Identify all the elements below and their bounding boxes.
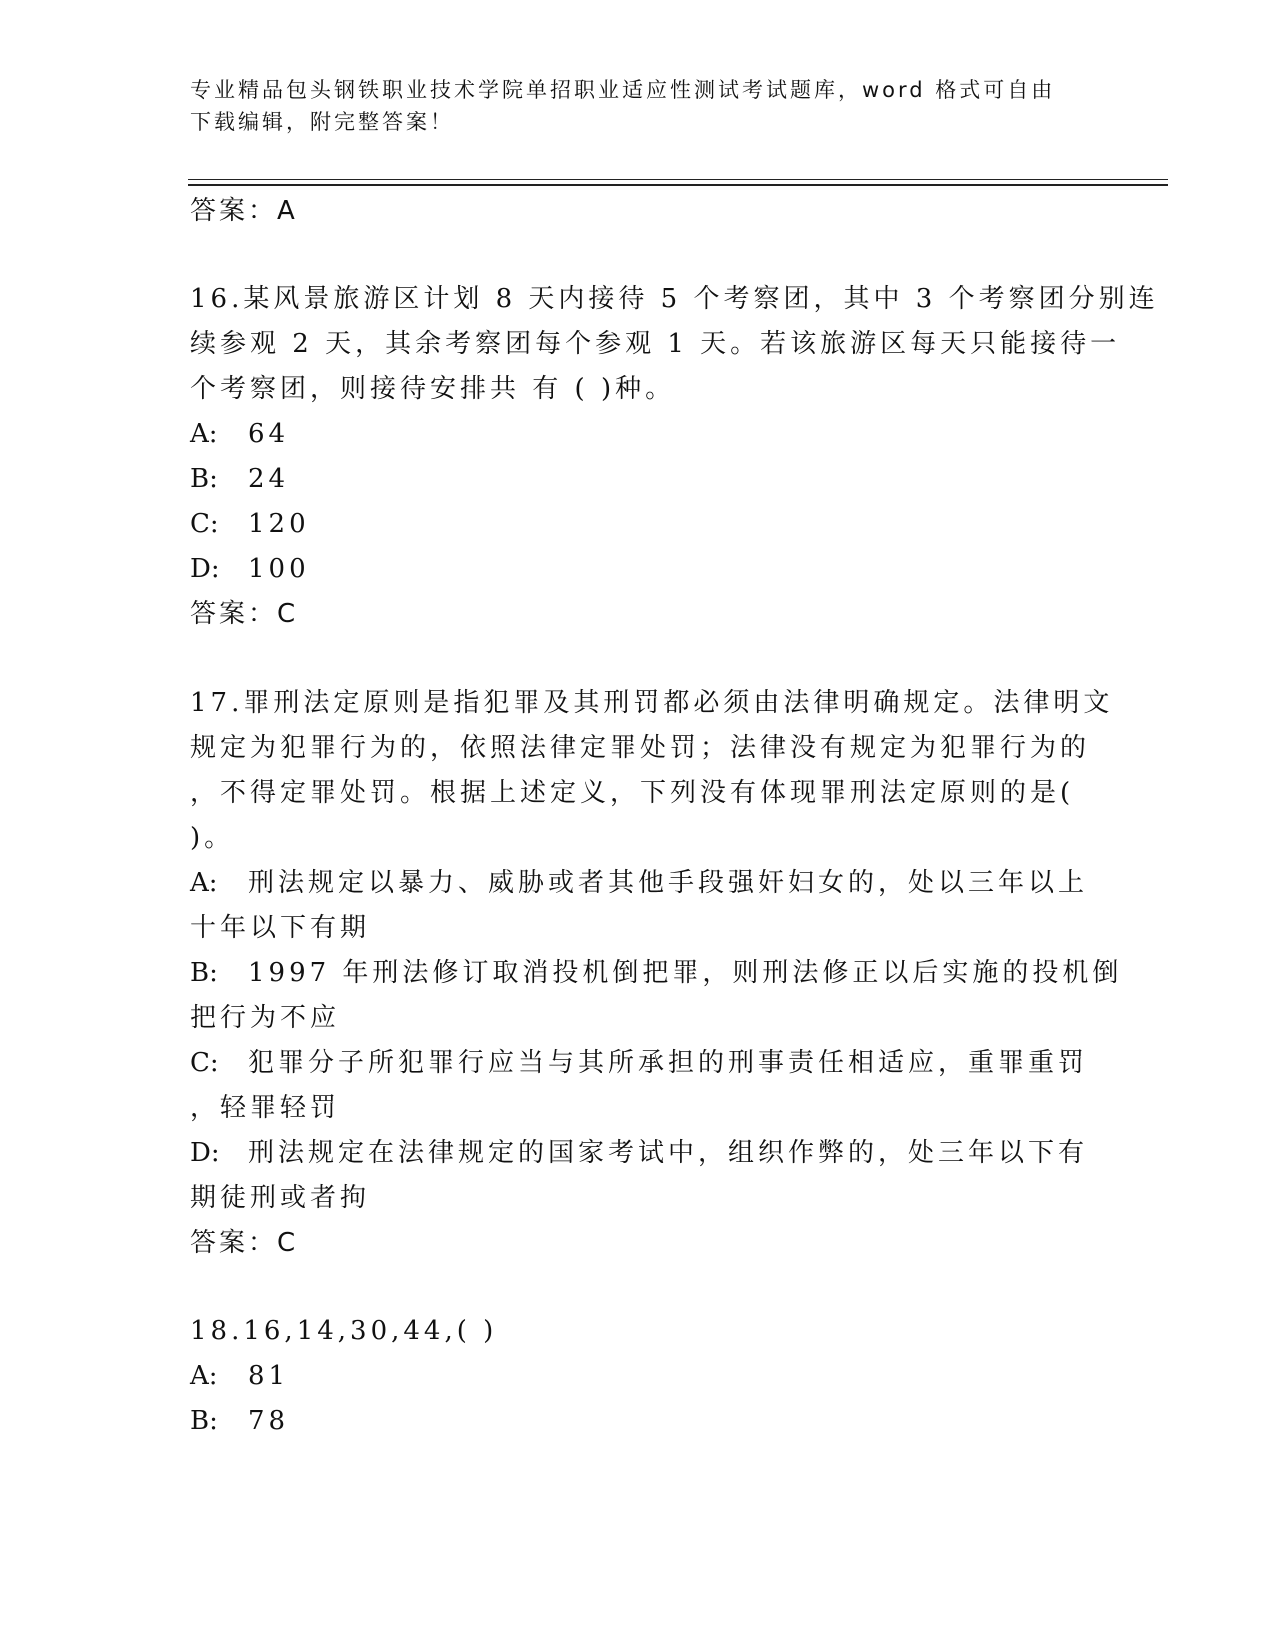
q16-option-b [190, 464, 289, 494]
q17-line-2: 规定为犯罪行为的，依照法律定罪处罚；法律没有规定为犯罪行为的 [190, 733, 1091, 763]
q17-line-1: 17.罪刑法定原则是指犯罪及其刑罚都必须由法律明确规定。法律明文 [190, 688, 1114, 718]
q17-line-4: )。 [190, 823, 235, 853]
q16-option-d [190, 554, 310, 584]
option-value: 刑法规定在法律规定的国家考试中，组织作弊的，处三年以下有 [248, 1138, 1089, 1168]
q18-option-b [190, 1406, 289, 1436]
q17-option-c-cont: ，轻罪轻罚 [190, 1093, 341, 1123]
header-rule-thin [188, 179, 1168, 180]
q16-line-2: 续参观 2 天，其余考察团每个参观 1 天。若该旅游区每天只能接待一 [190, 329, 1121, 359]
option-value: 刑法规定以暴力、威胁或者其他手段强奸妇女的，处以三年以上 [248, 868, 1089, 898]
option-value: 1997 年刑法修订取消投机倒把罪，则刑法修正以后实施的投机倒 [248, 958, 1123, 988]
answer-q17: 答案：C [190, 1228, 299, 1258]
option-key: D: [190, 1138, 220, 1168]
q18-line-1: 18.16,14,30,44,( ) [190, 1316, 498, 1346]
q17-line-3: ，不得定罪处罚。根据上述定义，下列没有体现罪刑法定原则的是( [190, 778, 1075, 808]
option-key: B: [190, 464, 218, 494]
option-key: B: [190, 958, 218, 988]
q16-option-a [190, 419, 289, 449]
answer-q16: 答案：C [190, 599, 299, 629]
option-value: 100 [248, 554, 310, 584]
q16-option-c [190, 509, 310, 539]
option-key: C: [190, 1048, 219, 1078]
q17-option-a-cont: 十年以下有期 [190, 913, 371, 943]
answer-q15: 答案：A [190, 196, 298, 226]
header-rule-thick [188, 184, 1168, 186]
q18-option-a [190, 1361, 289, 1391]
q17-option-d-cont: 期徒刑或者拘 [190, 1183, 371, 1213]
option-value: 犯罪分子所犯罪行应当与其所承担的刑事责任相适应，重罪重罚 [248, 1048, 1089, 1078]
option-value: 24 [248, 464, 290, 494]
header-line-2: 下载编辑，附完整答案！ [190, 110, 454, 134]
option-key: A: [190, 419, 218, 449]
q17-option-c [190, 1048, 1088, 1078]
q17-option-b-cont: 把行为不应 [190, 1003, 341, 1033]
option-key: A: [190, 868, 218, 898]
option-value: 81 [248, 1361, 290, 1391]
q17-option-a [190, 868, 1088, 898]
option-value: 120 [248, 509, 310, 539]
option-key: A: [190, 1361, 218, 1391]
option-key: D: [190, 554, 220, 584]
option-value: 78 [248, 1406, 290, 1436]
option-key: C: [190, 509, 219, 539]
header-line-1: 专业精品包头钢铁职业技术学院单招职业适应性测试考试题库，word 格式可自由 [190, 78, 1056, 102]
option-value: 64 [248, 419, 290, 449]
q16-line-1: 16.某风景旅游区计划 8 天内接待 5 个考察团，其中 3 个考察团分别连 [190, 284, 1159, 314]
q17-option-b [190, 958, 1122, 988]
option-key: B: [190, 1406, 218, 1436]
q17-option-d [190, 1138, 1088, 1168]
q16-line-3: 个考察团，则接待安排共 有 ( )种。 [190, 374, 676, 404]
document-header [190, 74, 1070, 138]
